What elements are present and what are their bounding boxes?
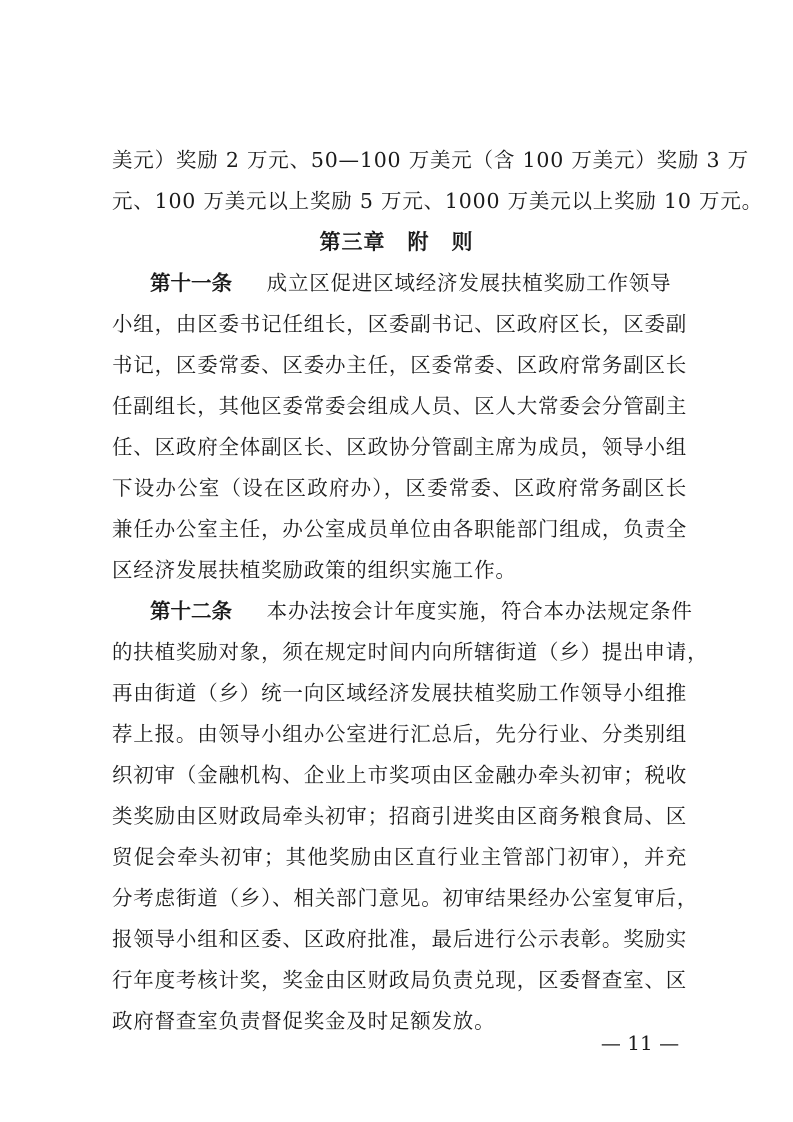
body-text-line: 类奖励由区财政局牵头初审；招商引进奖由区商务粮食局、区 [112,804,688,828]
body-text-line: 织初审（金融机构、企业上市奖项由区金融办牵头初审；税收 [112,763,688,787]
article-12-first-line [150,593,693,629]
body-text-line: 下设办公室（设在区政府办），区委常委、区政府常务副区长 [112,476,687,500]
body-text-line: 兼任办公室主任，办公室成员单位由各职能部门组成，负责全 [112,517,688,541]
article-11-first-line [150,265,687,301]
body-text-line: 元、100 万美元以上奖励 5 万元、1000 万美元以上奖励 10 万元。 [112,189,763,213]
article-12-label: 第十二条 [150,599,232,623]
body-text-line: 分考虑街道（乡）、相关部门意见。初审结果经办公室复审后， [112,886,699,910]
article-12-text: 本办法按会计年度实施，符合本办法规定条件 [266,599,693,623]
body-text-line: 政府督查室负责督促奖金及时足额发放。 [112,1009,496,1033]
article-11-label: 第十一条 [150,271,232,295]
page-number: — 11 — [600,1031,680,1055]
body-text-line: 报领导小组和区委、区政府批准，最后进行公示表彰。奖励实 [112,927,688,951]
chapter-heading: 第三章 附 则 [319,229,474,254]
body-text-line: 区经济发展扶植奖励政策的组织实施工作。 [112,558,517,582]
body-text-line: 书记，区委常委、区委办主任，区委常委、区政府常务副区长 [112,353,688,377]
body-text-line: 荐上报。由领导小组办公室进行汇总后，先分行业、分类别组 [112,722,688,746]
body-text-line: 贸促会牵头初审；其他奖励由区直行业主管部门初审），并充 [112,845,687,869]
body-text-line: 美元）奖励 2 万元、50—100 万美元（含 100 万美元）奖励 3 万 [112,148,749,172]
body-text-line: 小组，由区委书记任组长，区委副书记、区政府区长，区委副 [112,312,688,336]
body-text-line: 任副组长，其他区委常委会组成人员、区人大常委会分管副主 [112,394,688,418]
article-11-text: 成立区促进区域经济发展扶植奖励工作领导 [266,271,672,295]
body-text-line: 行年度考核计奖，奖金由区财政局负责兑现，区委督查室、区 [112,968,688,992]
body-text-line: 的扶植奖励对象，须在规定时间内向所辖街道（乡）提出申请， [112,640,709,664]
body-text-line: 再由街道（乡）统一向区域经济发展扶植奖励工作领导小组推 [112,681,688,705]
body-text-line: 任、区政府全体副区长、区政协分管副主席为成员，领导小组 [112,435,688,459]
